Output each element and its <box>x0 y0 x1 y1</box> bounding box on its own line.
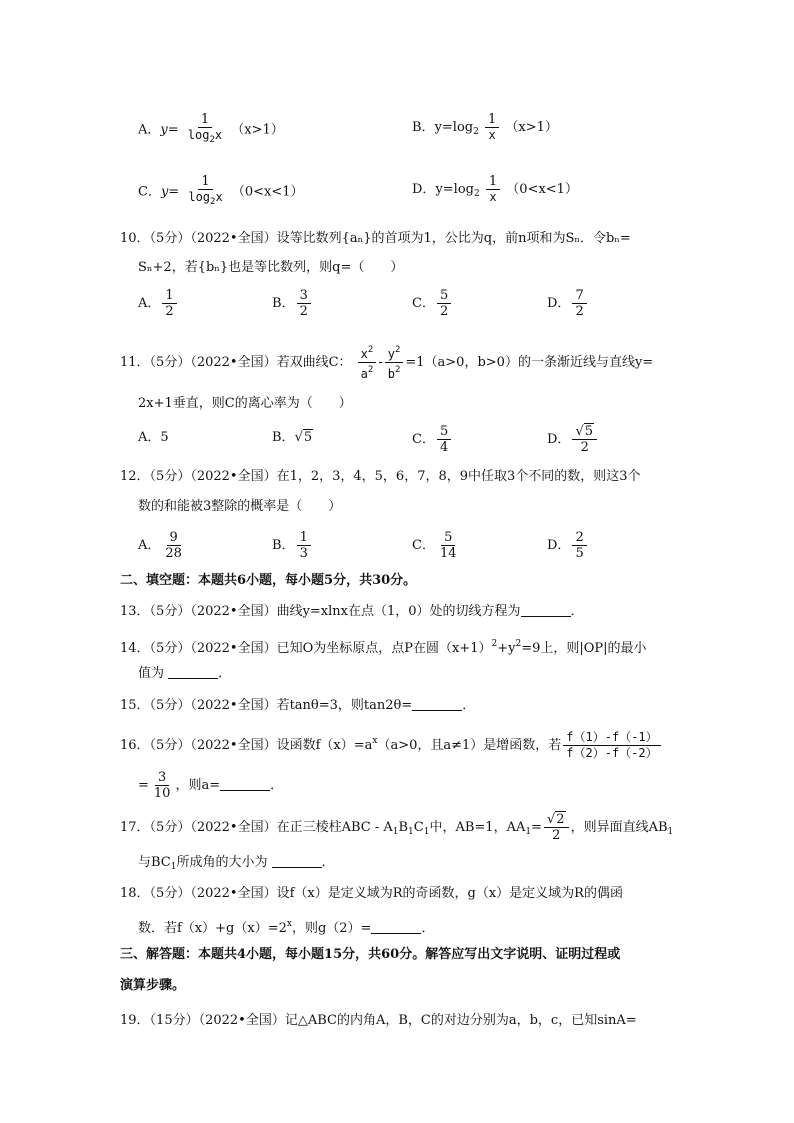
q9-c-fraction: $\frac{1}{\log_2x}$ <box>188 174 223 207</box>
q9-a-fraction: $\frac{1}{\log_2x}$ <box>187 112 223 145</box>
q17-line2: 与$BC_1$所成角的大小为 ． <box>138 855 335 872</box>
q10-option-a: A． $\frac{1}{2}$ <box>138 288 179 319</box>
q11-option-c: C． $\frac{5}{4}$ <box>412 424 453 455</box>
section-fill-in-heading: 二、填空题：本题共6小题，每小题5分，共30分。 <box>120 573 417 588</box>
q12-option-c: C． $\frac{5}{14}$ <box>412 530 457 561</box>
q18-answer-blank[interactable] <box>371 919 421 934</box>
q12-option-b: B． $\frac{1}{3}$ <box>272 530 313 561</box>
q17-answer-blank[interactable] <box>272 853 322 868</box>
q19-line1: 19．（15分）（2022•全国）记△ABC的内角A，B，C的对边分别为a，b，c，已知sinA= <box>120 1013 637 1028</box>
q10-option-d: D． $\frac{7}{2}$ <box>547 288 589 319</box>
q15-answer-blank[interactable] <box>412 696 462 711</box>
q13-answer-blank[interactable] <box>521 602 571 617</box>
q10-option-c: C． $\frac{5}{2}$ <box>412 288 453 319</box>
section-solution-heading-line1: 三、解答题：本题共4小题，每小题15分，共60分。解答应写出文字说明、证明过程或 <box>120 947 621 962</box>
q10-line1: 10．（5分）（2022•全国）设等比数列{aₙ}的首项为1，公比为q，前n项和为Sₙ．令bₙ= <box>120 231 631 246</box>
q18-line1: 18．（5分）（2022•全国）设f（x）是定义域为R的奇函数，g（x）是定义域为R的偶函 <box>120 886 623 901</box>
q9-b-fraction: $\frac{1}{x}$ <box>485 112 499 143</box>
q17-line1: 17．（5分）（2022•全国）在正三棱柱ABC - $A_1B_1C_1$中，AB=1，$AA_1=$ $\frac{√2}{2}$ ，则异面直线$AB_1$ <box>120 812 674 843</box>
q14-answer-blank[interactable] <box>168 664 218 679</box>
q10-line2: Sₙ+2，若{bₙ}也是等比数列，则q=（ ） <box>138 260 404 275</box>
q11-line2: 2x+1垂直，则C的离心率为（ ） <box>138 396 352 411</box>
q9-option-d: D．$y=\log_2$ $\frac{1}{x}$ （0<x<1） <box>412 174 578 204</box>
q11-option-a: A．5 <box>138 430 169 445</box>
q18-line2: 数．若$f(x)+g(x)=2^x$，则g（2）= ． <box>138 919 435 936</box>
q15: 15．（5分）（2022•全国）若tanθ=3，则tan2θ= ． <box>120 698 476 713</box>
q9-option-c: C．y= $\frac{1}{\log_2x}$ （0<x<1） <box>138 174 304 210</box>
q14-line2: 值为 ． <box>138 666 232 681</box>
q9-d-fraction: $\frac{1}{x}$ <box>486 174 500 205</box>
q12-line2: 数的和能被3整除的概率是（ ） <box>138 499 342 514</box>
section-solution-heading-line2: 演算步骤。 <box>120 978 186 993</box>
q12-line1: 12．（5分）（2022•全国）在1，2，3，4，5，6，7，8，9中任取3个不同的数，则这3个 <box>120 469 641 484</box>
q9-option-b: B．$y=\log_2$ $\frac{1}{x}$ （x>1） <box>412 112 558 142</box>
q14-line1: 14．（5分）（2022•全国）已知O为坐标原点，点P在圆$(x+1)^2+y^2=9$上，则|OP|的最小 <box>120 639 647 656</box>
q11-line1: 11．（5分）（2022•全国）若双曲线C： $\frac{x^2}{a^2}$ - $\frac{y^2}{b^2}$ =1（a>0，b>0）的一条渐近线与直线y= <box>120 345 654 381</box>
q16-line2: = $\frac{3}{10}$ ，则a= ． <box>138 770 284 801</box>
q11-option-d: D． $\frac{√5}{2}$ <box>547 424 599 455</box>
q12-option-d: D． $\frac{2}{5}$ <box>547 530 589 561</box>
q12-option-a: A． $\frac{9}{28}$ <box>138 530 182 561</box>
q16-answer-blank[interactable] <box>220 776 270 791</box>
q9-option-a: A．y= $\frac{1}{\log_2x}$ （x>1） <box>138 112 284 148</box>
q10-option-b: B． $\frac{3}{2}$ <box>272 288 313 319</box>
q16-line1: 16．（5分）（2022•全国）设函数$f(x)=a^x(a>0$，且a≠1）是增函数，若 $\frac{f(1)-f(-1)}{f(2)-f(-2)}$ <box>120 730 663 761</box>
q13: 13．（5分）（2022•全国）曲线y=xlnx在点（1，0）处的切线方程为 ． <box>120 604 584 619</box>
q11-option-b: B．√5 <box>272 430 313 445</box>
